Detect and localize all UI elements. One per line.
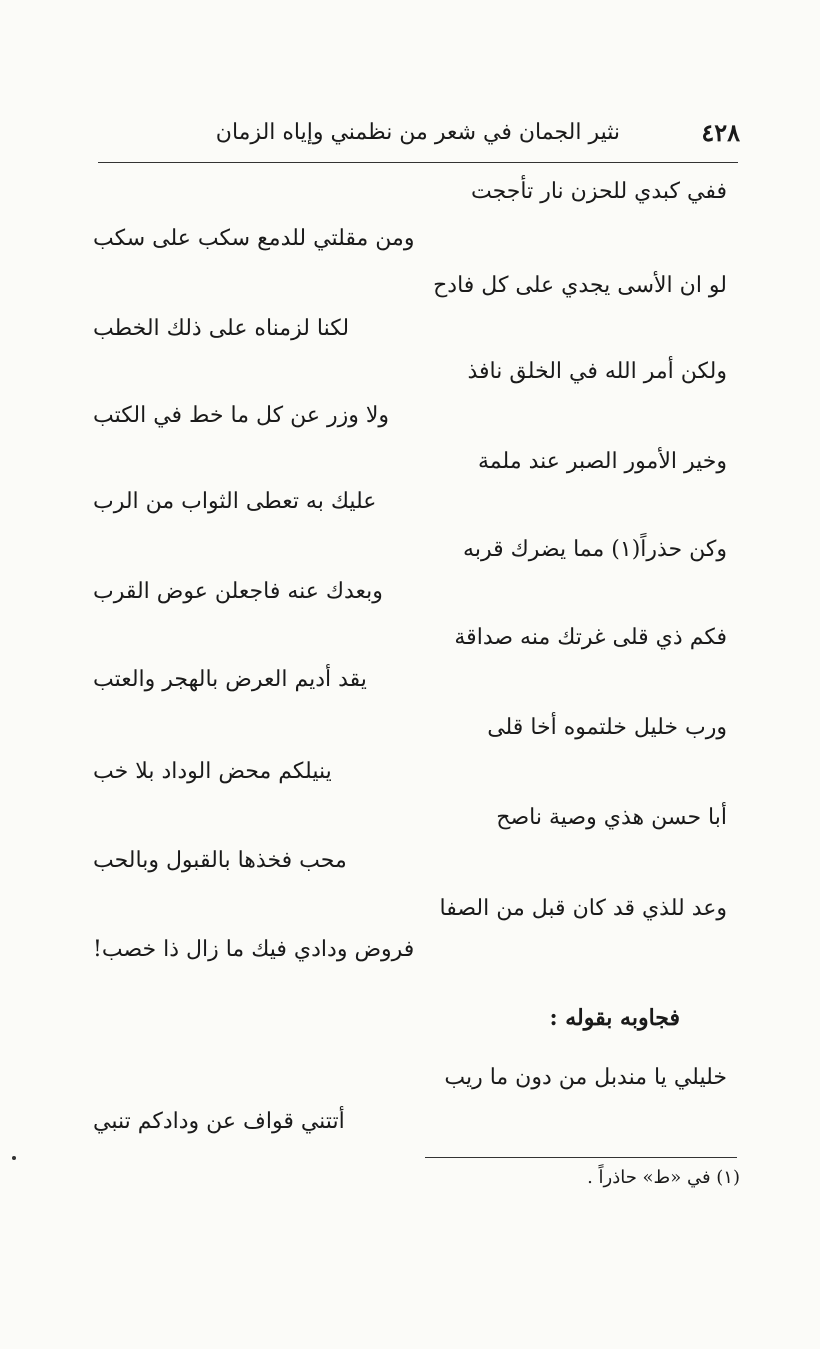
verse-line: ولا وزر عن كل ما خط في الكتب (93, 403, 390, 428)
verse-line: لكنا لزمناه على ذلك الخطب (93, 316, 350, 341)
verse-line: وبعدك عنه فاجعلن عوض القرب (93, 579, 383, 604)
verse-line: فكم ذي قلى غرتك منه صداقة (454, 625, 727, 650)
verse-line: وكن حذراً(١) مما يضرك قربه (463, 537, 727, 562)
reply-line: أتتني قواف عن ودادكم تنبي (93, 1109, 345, 1134)
verse-line: أبا حسن هذي وصية ناصح (496, 805, 727, 830)
verse-line: ومن مقلتي للدمع سكب على سكب (93, 226, 415, 251)
page-header (120, 118, 740, 158)
running-title: نثير الجمان في شعر من نظمني وإياه الزمان (215, 120, 620, 145)
verse-line: فروض ودادي فيك ما زال ذا خصب! (93, 937, 415, 962)
verse-line: لو ان الأسى يجدي على كل فادح (433, 273, 727, 298)
footnote-rule (425, 1157, 737, 1158)
verse-line: ينيلكم محض الوداد بلا خب (93, 759, 332, 784)
page-number: ٤٢٨ (701, 118, 740, 147)
verse-line: وعد للذي قد كان قبل من الصفا (439, 896, 727, 921)
header-rule (98, 162, 738, 163)
verse-line: ورب خليل خلتموه أخا قلى (487, 715, 727, 740)
footnote: (١) في «ط» حاذراً . (587, 1167, 740, 1188)
verse-line: ففي كبدي للحزن نار تأججت (471, 179, 727, 204)
verse-line: وخير الأمور الصبر عند ملمة (478, 449, 727, 474)
margin-dot (12, 1156, 16, 1160)
verse-line: محب فخذها بالقبول وبالحب (93, 848, 347, 873)
verse-line: عليك به تعطى الثواب من الرب (93, 489, 377, 514)
reply-line: خليلي يا مندبل من دون ما ريب (444, 1065, 727, 1090)
verse-line: يقد أديم العرض بالهجر والعتب (93, 667, 367, 692)
verse-line: ولكن أمر الله في الخلق نافذ (467, 359, 727, 384)
section-heading: فجاوبه بقوله : (549, 1005, 680, 1031)
